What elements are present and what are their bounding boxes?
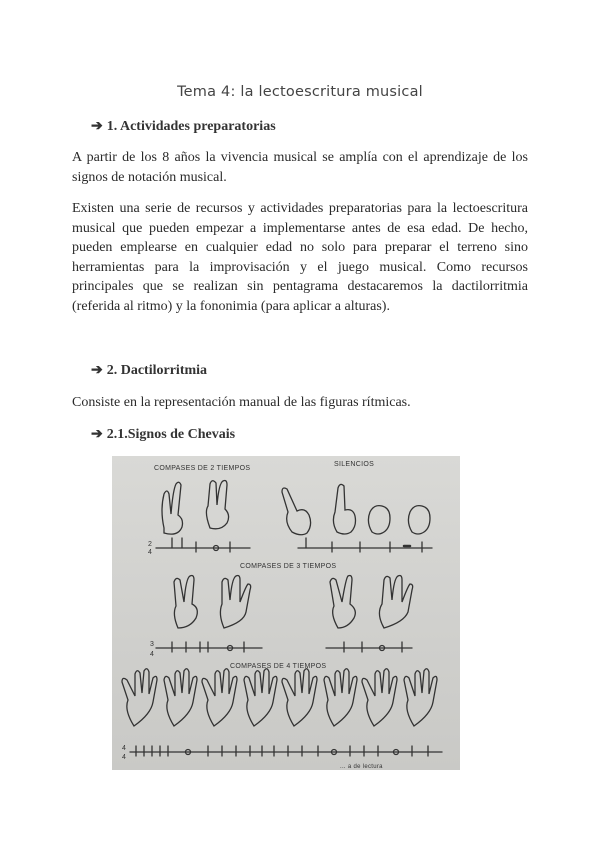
time-signature-top: 4 [122, 745, 127, 752]
hand-icon [333, 484, 355, 534]
arrow-right-icon: ➔ [91, 363, 103, 378]
rhythm-notes [172, 642, 402, 652]
hand-icon [330, 576, 355, 629]
heading-text: 2. Dactilorritmia [106, 363, 208, 378]
paragraph-intro: A partir de los 8 años la vivencia musical se amplía con el aprendizaje de los signos de notación musical. [72, 150, 528, 185]
page-title: Tema 4: la lectoescritura musical [177, 84, 423, 100]
hand-icon [220, 576, 250, 629]
rhythm-notes [172, 538, 422, 552]
caption-silencios: SILENCIOS [334, 461, 375, 468]
hand-icon [202, 669, 237, 726]
hand-icon [368, 506, 390, 534]
chevais-signs-illustration [112, 456, 460, 770]
hand-icon [282, 669, 317, 726]
hand-icon [244, 669, 277, 726]
caption-2-tiempos: COMPASES DE 2 TIEMPOS [154, 465, 251, 472]
hand-icon [408, 506, 430, 534]
time-signature-bottom: 4 [150, 651, 155, 658]
hand-icon [164, 669, 197, 726]
footer-text-fragment: ... a de lectura [340, 764, 383, 770]
heading-text: 1. Actividades preparatorias [106, 119, 276, 134]
rhythm-notes [136, 746, 428, 756]
hand-icon [404, 669, 437, 726]
time-signature-top: 3 [150, 641, 155, 648]
section-heading-actividades [91, 118, 276, 135]
paragraph-dactilorritmia: Consiste en la representación manual de las figuras rítmicas. [72, 395, 411, 410]
hand-icon [362, 669, 397, 726]
time-signature-bottom: 4 [122, 754, 127, 761]
chevais-signs-figure [112, 456, 460, 770]
time-signature-top: 2 [148, 541, 153, 548]
paragraph-recursos: Existen una serie de recursos y actividades preparatorias para la lectoescritura musical que pueden empezar a implementarse antes de esa edad. De hecho, pueden emplearse en cualquier edad no solo para preparar el terreno sino herramientas para la improvisación y el juego musical. Como recursos principales que se realizan sin pentagrama destacaremos la dactilorritmia (referida al ritmo) y la fononimia (para aplicar a alturas). [72, 201, 528, 314]
arrow-right-icon: ➔ [91, 427, 103, 442]
arrow-right-icon: ➔ [91, 119, 103, 134]
hand-icon [162, 482, 183, 534]
section-heading-dactilorritmia [91, 362, 207, 379]
hand-icon [282, 488, 311, 535]
caption-4-tiempos: COMPASES DE 4 TIEMPOS [230, 663, 327, 670]
section-heading-chevais [91, 426, 235, 443]
heading-text: 2.1.Signos de Chevais [106, 427, 236, 442]
hand-icon [122, 669, 157, 726]
hand-icon [174, 576, 197, 629]
caption-3-tiempos: COMPASES DE 3 TIEMPOS [240, 563, 337, 570]
hand-icon [206, 481, 228, 529]
hand-icon [379, 576, 412, 629]
time-signature-bottom: 4 [148, 549, 153, 556]
hand-row-4-tiempos [122, 669, 437, 726]
hand-icon [324, 669, 357, 726]
